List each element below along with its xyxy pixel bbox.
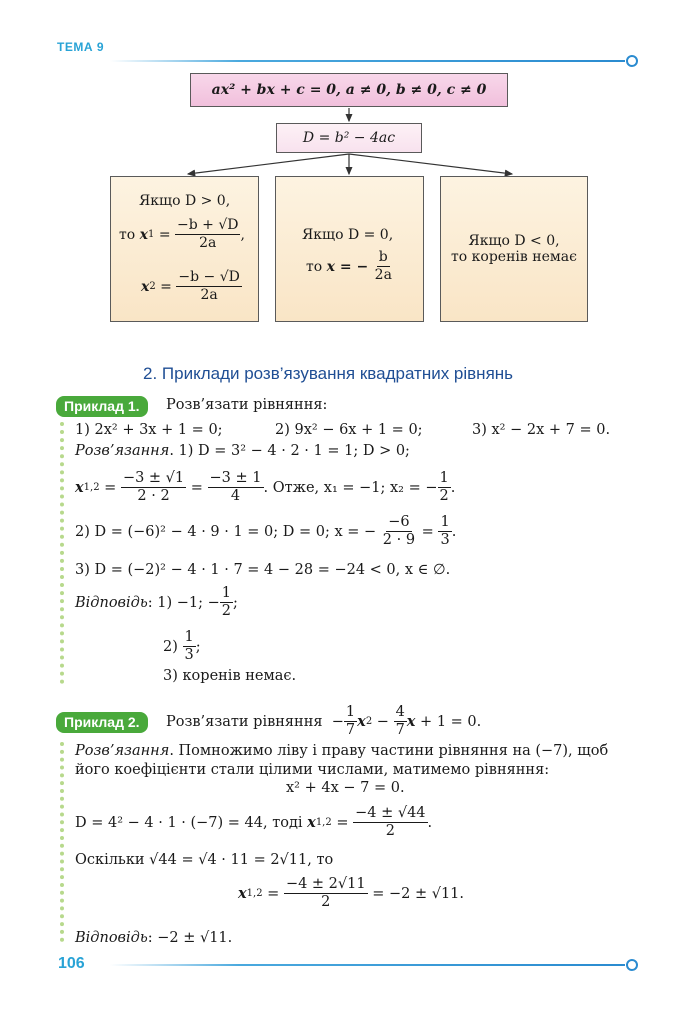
x2-subscript: 2 [149, 281, 156, 292]
example1-answer-line3: 3) коренів немає. [163, 668, 297, 684]
topic-label: ТЕМА 9 [57, 40, 105, 54]
example2-sqrt-line [75, 852, 333, 868]
example2-answer: : −2 ± √11. [147, 930, 233, 946]
example2-solution-text1: . Помножимо ліву і праву частини рівняння на (−7), щоб [169, 743, 609, 759]
equation-box [190, 73, 508, 107]
example2-final-result: = −2 ± √11. [372, 885, 465, 902]
case-zero-x: x = − [326, 258, 369, 275]
fraction-numerator: −6 [388, 514, 410, 530]
example1-solution-line1 [75, 443, 410, 459]
example1-answer1: : 1) −1; − [147, 594, 220, 611]
fraction-denominator: 2 [221, 603, 231, 619]
x12-subscript: 1,2 [83, 482, 100, 493]
case-zero-to: то [306, 258, 323, 275]
example1-eq3: 3) x² − 2x + 7 = 0. [472, 422, 611, 438]
case-negative-box [440, 176, 588, 322]
fraction-numerator: −3 ± √1 [122, 470, 185, 486]
discriminant-formula: D = b² − 4ac [302, 130, 396, 146]
example1-eq2: 2) 9x² − 6x + 1 = 0; [275, 422, 423, 438]
example1-dotted-margin [60, 422, 68, 684]
footer-rule-end [626, 959, 638, 971]
example2-discriminant-line: D = 4² − 4 · 1 · (−7) = 44, тоді x 1,2 = $\frac{-4 \pm √44}{2}$ . [75, 805, 433, 839]
case-negative-result: то коренів немає [451, 249, 577, 265]
general-equation: ax² + bx + c = 0, a ≠ 0, b ≠ 0, c ≠ 0 [211, 82, 487, 98]
x1-symbol: x [139, 226, 148, 243]
fraction-numerator: 1 [439, 470, 449, 486]
example1-answer-label: Відповідь [75, 594, 148, 611]
example2-solution-label: Розв’язання [75, 743, 170, 759]
example2-dotted-margin [60, 742, 68, 942]
fraction-denominator: 7 [345, 722, 356, 738]
case-zero-denominator: 2a [374, 267, 392, 283]
x2-numerator: −b − √D [178, 269, 240, 285]
example1-eq1: 1) 2x² + 3x + 1 = 0; [75, 422, 223, 438]
example1-answer-line2: 2) $\frac{1}{3}$ ; [163, 629, 201, 663]
example2-task-line: Розв’язати рівняння − $\frac{1}{7}$ x 2 − $\frac{4}{7}$ x + 1 = 0. [166, 704, 482, 738]
fraction-denominator: 2 [385, 823, 395, 839]
fraction-numerator: 1 [345, 704, 356, 720]
example1-task: Розв’язати рівняння: [166, 397, 328, 413]
page-number: 106 [58, 955, 85, 972]
example1-conclusion: . Отже, x₁ = −1; x₂ = − [263, 479, 438, 496]
example2-discriminant-text: D = 4² − 4 · 1 · (−7) = 44, тоді [75, 814, 303, 831]
example2-task: Розв’язати рівняння [166, 713, 323, 730]
case-zero-condition: Якщо D = 0, [302, 227, 394, 243]
example1-roots-line: x 1,2 = $\frac{-3 \pm √1}{2 \cdot 2}$ = $\frac{-3 \pm 1}{4}$ . Отже, x₁ = −1; x₂ = − $\frac{1}{2}$ . [75, 470, 456, 504]
example2-badge: Приклад 2. [56, 712, 148, 733]
example1-solution-label: Розв’язання [75, 443, 170, 459]
example2-answer-label: Відповідь [75, 930, 148, 946]
fraction-denominator: 2 · 9 [382, 532, 416, 548]
fraction-numerator: 1 [184, 629, 194, 645]
case-positive-to: то [119, 226, 136, 243]
fraction-numerator: 4 [395, 704, 405, 720]
fraction-denominator: 2 [321, 894, 331, 910]
x2-symbol: x [141, 278, 150, 295]
example2-final-line: x 1,2 = $\frac{-4 \pm 2√11}{2}$ = −2 ± √11. [238, 876, 465, 910]
x2-denominator: 2a [200, 287, 218, 303]
example1-solution-text: . 1) D = 3² − 4 · 2 · 1 = 1; D > 0; [169, 443, 410, 459]
fraction-denominator: 4 [230, 488, 241, 504]
x1-numerator: −b + √D [177, 217, 239, 233]
footer-rule [110, 964, 625, 966]
example1-answer-line1: Відповідь : 1) −1; − $\frac{1}{2}$ ; [75, 585, 238, 619]
example1-badge: Приклад 1. [56, 396, 148, 417]
example2-solution-line2: його коефіцієнти стали цілими числами, матимемо рівняння: [75, 762, 550, 778]
example1-case2-line: 2) D = (−6)² − 4 · 9 · 1 = 0; D = 0; x = − $\frac{-6}{2 \cdot 9}$ = $\frac{1}{3}$ . [75, 514, 457, 548]
case-zero-box [275, 176, 424, 322]
example2-solution-line1 [75, 743, 608, 759]
fraction-denominator: 2 [439, 488, 449, 504]
x1-comma: , [240, 226, 245, 243]
case-zero-numerator: b [378, 249, 388, 265]
example1-case3-line: 3) D = (−2)² − 4 · 1 · 7 = 4 − 28 = −24 < 0, x ∈ ∅. [75, 562, 451, 578]
example2-new-equation: x² + 4x − 7 = 0. [286, 780, 405, 796]
example2-since: Оскільки [75, 852, 145, 868]
case-negative-condition: Якщо D < 0, [468, 233, 560, 249]
fraction-numerator: 1 [440, 514, 450, 530]
fraction-denominator: 2 · 2 [137, 488, 170, 504]
case-positive-box: Якщо D > 0, то x 1 = $\frac{-b + √D}{2a}$ , x 2 = $\frac{-b - √D}{2a}$ [110, 176, 259, 322]
section-title: 2. Приклади розв’язування квадратних рівнянь [143, 364, 514, 383]
fraction-numerator: −3 ± 1 [209, 470, 262, 486]
example1-answer2-label: 2) [163, 638, 178, 655]
discriminant-box [276, 123, 422, 153]
fraction-numerator: −4 ± 2√11 [285, 876, 366, 892]
fraction-numerator: −4 ± √44 [355, 805, 426, 821]
fraction-denominator: 3 [184, 647, 194, 663]
fraction-numerator: 1 [221, 585, 231, 601]
example1-case2-text: 2) D = (−6)² − 4 · 9 · 1 = 0; D = 0; x = − [75, 523, 377, 540]
case-positive-condition: Якщо D > 0, [139, 193, 231, 209]
x1-denominator: 2a [199, 235, 217, 251]
x1-subscript: 1 [148, 229, 155, 240]
fraction-denominator: 7 [395, 722, 405, 738]
example2-answer-line [75, 930, 232, 946]
fraction-denominator: 3 [440, 532, 450, 548]
example2-sqrt-simplification: √44 = √4 · 11 = 2√11, то [149, 852, 334, 868]
x12-symbol: x [75, 479, 84, 496]
